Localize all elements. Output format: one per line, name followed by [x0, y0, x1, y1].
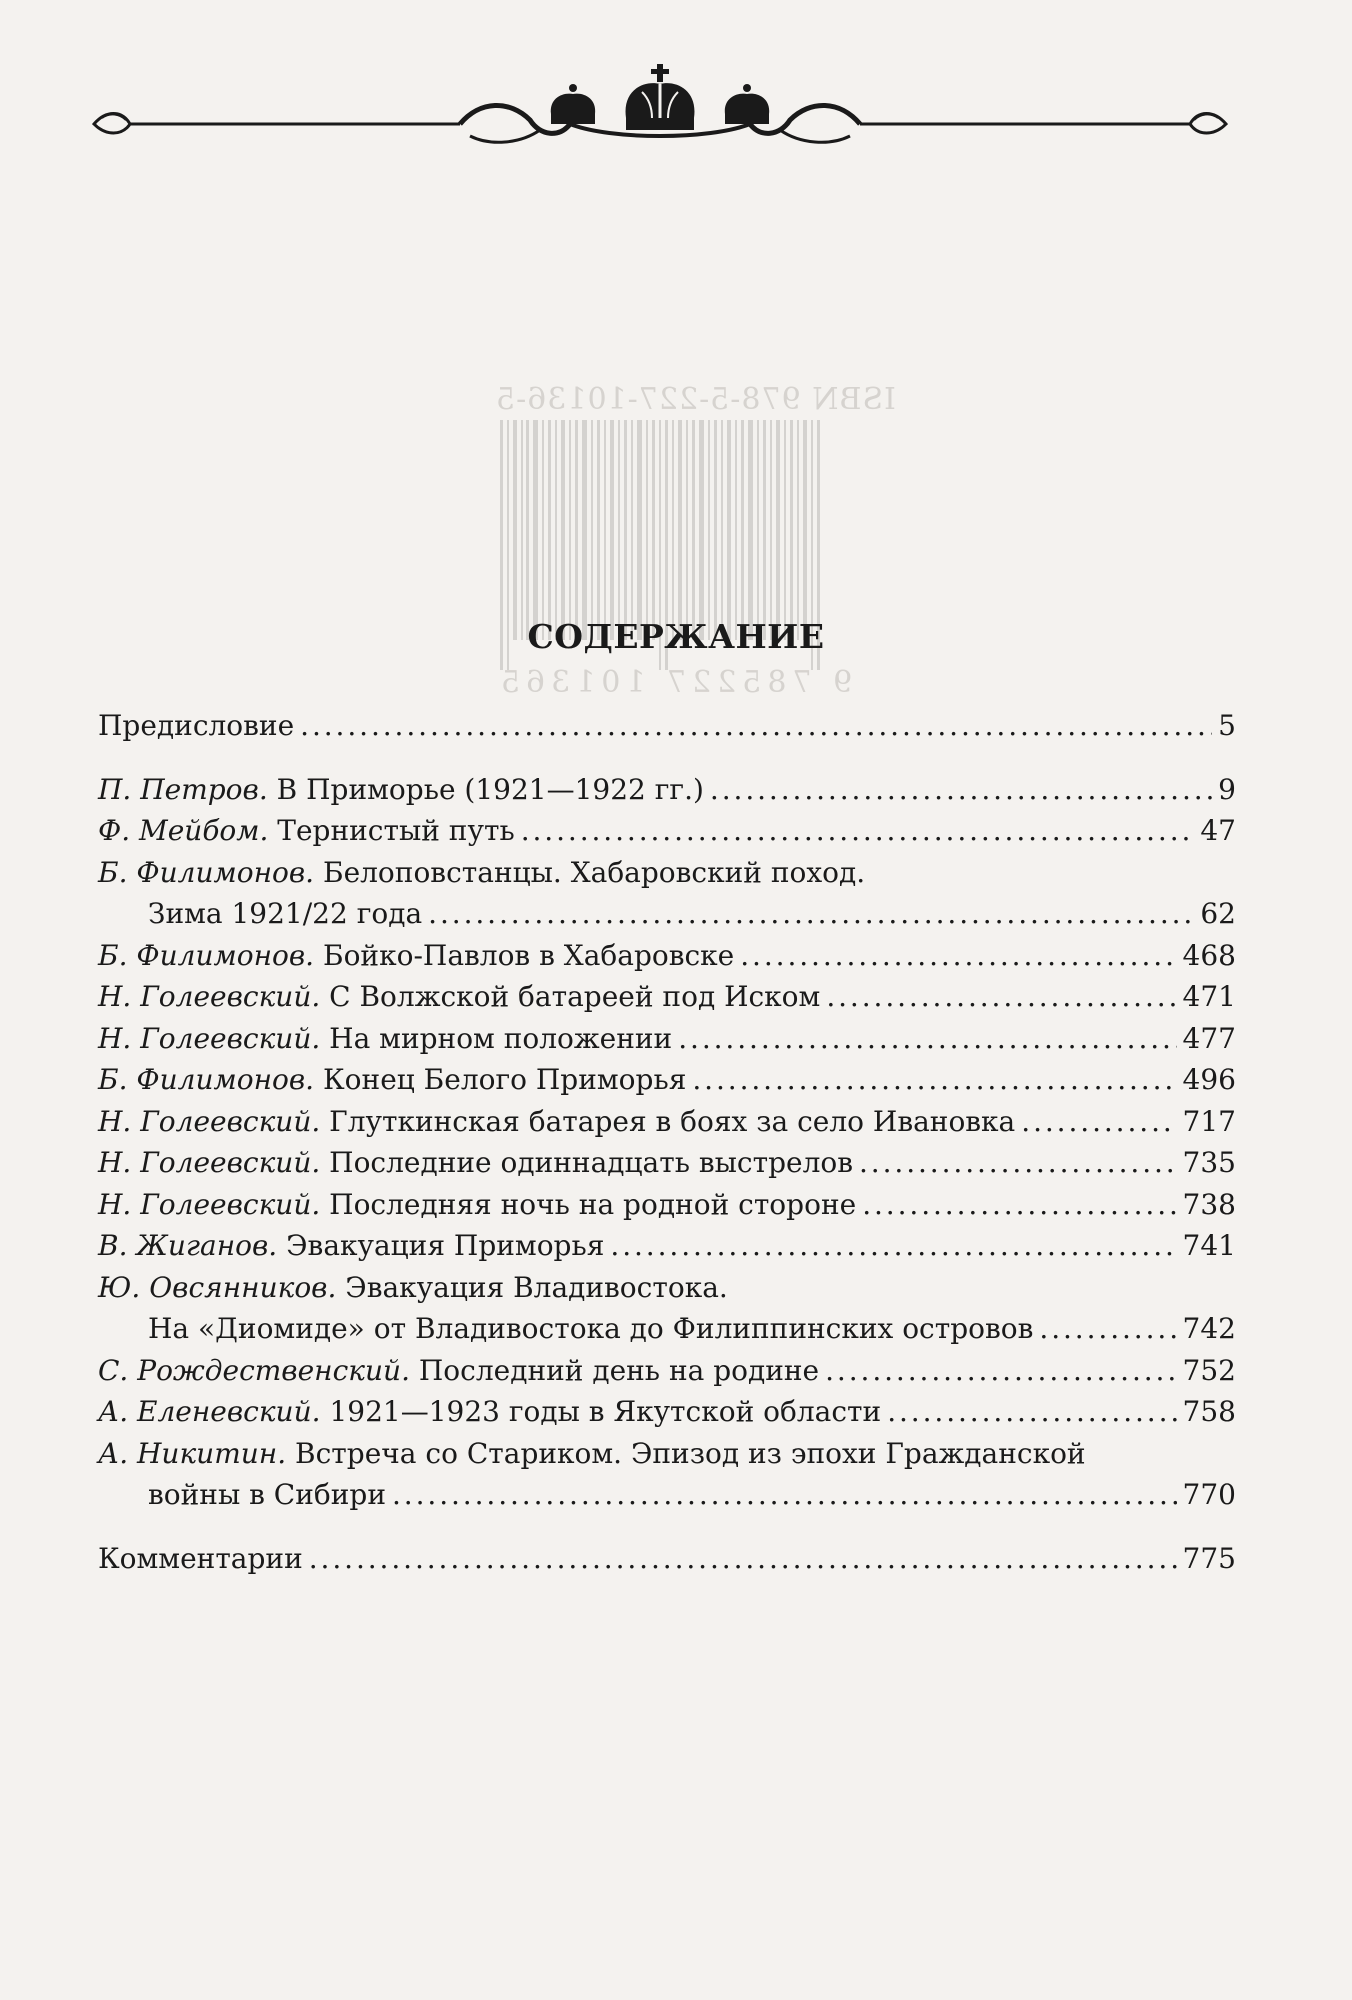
toc-entry: [98, 1184, 1236, 1226]
toc-entry: [98, 1101, 1236, 1143]
toc-line: [98, 1018, 1236, 1060]
toc-line: [98, 1267, 1236, 1309]
toc-page-number: 47: [1200, 814, 1236, 847]
dot-leader: [392, 1474, 1177, 1516]
toc-title: Эвакуация Владивостока.: [345, 1270, 728, 1304]
toc-entry: [98, 1433, 1236, 1516]
toc-line: [98, 1433, 1236, 1475]
toc-line: [98, 976, 1236, 1018]
barcode-bleed-icon: [500, 420, 830, 700]
crown-ornament-icon: [90, 40, 1230, 150]
toc-entry: [98, 1059, 1236, 1101]
dot-leader: [887, 1391, 1176, 1433]
toc-line: [98, 935, 1236, 977]
dot-leader: [610, 1225, 1176, 1267]
toc-title: Эвакуация Приморья: [286, 1229, 605, 1262]
dot-leader: [1021, 1101, 1176, 1143]
toc-line: [98, 1474, 1236, 1516]
toc-page-number: 5: [1218, 709, 1236, 742]
toc-author: П. Петров.: [98, 772, 268, 806]
toc-page-number: 742: [1182, 1312, 1236, 1345]
toc-author: Н. Голеевский.: [98, 1104, 321, 1138]
toc-page-number: 758: [1182, 1395, 1236, 1428]
toc-line: [98, 1225, 1236, 1267]
toc-page-number: 775: [1182, 1541, 1236, 1575]
toc-author: Б. Филимонов.: [98, 855, 315, 889]
toc-author: С. Рождественский.: [98, 1353, 410, 1387]
toc-line: [98, 893, 1236, 935]
toc-author: Н. Голеевский.: [98, 1021, 321, 1055]
toc-line: [98, 810, 1236, 852]
dot-leader: [428, 893, 1194, 935]
toc-title: На «Диомиде» от Владивостока до Филиппинских островов: [148, 1312, 1034, 1345]
toc-entry: [98, 1142, 1236, 1184]
toc-entry: [98, 1350, 1236, 1392]
toc-entry: [98, 852, 1236, 935]
toc-title: Предисловие: [98, 709, 295, 742]
toc-line: [98, 1142, 1236, 1184]
dot-leader: [1039, 1308, 1176, 1350]
toc-author: А. Еленевский.: [98, 1395, 321, 1428]
toc-page-number: 741: [1182, 1229, 1236, 1262]
toc-page-number: 468: [1182, 938, 1236, 972]
toc-line: [98, 1308, 1236, 1350]
toc-line: [98, 1350, 1236, 1392]
toc-page-number: 752: [1182, 1353, 1236, 1387]
dot-leader: [859, 1142, 1177, 1184]
toc-title: Встреча со Стариком. Эпизод из эпохи Гражданской: [295, 1436, 1086, 1470]
toc-line: [98, 1101, 1236, 1143]
toc-title: С Волжской батареей под Иском: [329, 980, 821, 1013]
isbn-bleed-text: ISBN 978-5-227-10136-5: [495, 382, 896, 417]
toc-entry: [98, 810, 1236, 852]
dot-leader: [826, 976, 1176, 1018]
dot-leader: [309, 1538, 1177, 1580]
toc-entry: [98, 1538, 1236, 1580]
toc-title: На мирном положении: [329, 1021, 673, 1055]
toc-title: 1921—1923 годы в Якутской области: [329, 1395, 882, 1428]
dot-leader: [692, 1059, 1176, 1101]
toc-author: Н. Голеевский.: [98, 980, 321, 1013]
toc-title: Зима 1921/22 года: [148, 897, 423, 930]
toc-author: Б. Филимонов.: [98, 1063, 315, 1096]
dot-leader: [710, 769, 1212, 811]
toc-title: Конец Белого Приморья: [323, 1063, 687, 1096]
toc-title: Последние одиннадцать выстрелов: [329, 1146, 853, 1179]
toc-page-number: 477: [1182, 1021, 1236, 1055]
dot-leader: [740, 935, 1176, 977]
dot-leader: [300, 705, 1212, 747]
toc-entry: [98, 935, 1236, 977]
dot-leader: [862, 1184, 1176, 1226]
toc-author: Н. Голеевский.: [98, 1187, 321, 1221]
toc-author: Ф. Мейбом.: [98, 814, 269, 847]
toc-page-number: 770: [1182, 1478, 1236, 1511]
toc-line: [98, 1391, 1236, 1433]
toc-line: [98, 852, 1236, 894]
toc-author: В. Жиганов.: [98, 1229, 278, 1262]
dot-leader: [678, 1018, 1176, 1060]
toc-entry: [98, 769, 1236, 811]
page-title: СОДЕРЖАНИЕ: [527, 617, 825, 656]
toc-page-number: 738: [1182, 1187, 1236, 1221]
toc-line: [98, 1059, 1236, 1101]
toc-line: [98, 1538, 1236, 1580]
toc-title: Белоповстанцы. Хабаровский поход.: [323, 855, 866, 889]
toc-page-number: 717: [1182, 1104, 1236, 1138]
toc-line: [98, 1184, 1236, 1226]
toc-entry: [98, 705, 1236, 747]
toc-author: А. Никитин.: [98, 1436, 287, 1470]
toc-title: Бойко-Павлов в Хабаровске: [323, 938, 735, 972]
toc-author: Б. Филимонов.: [98, 938, 315, 972]
toc-title: Последняя ночь на родной стороне: [329, 1187, 857, 1221]
toc-title: Комментарии: [98, 1541, 303, 1575]
toc-author: Ю. Овсянников.: [98, 1270, 337, 1304]
toc-entry: [98, 1267, 1236, 1350]
toc-title: Последний день на родине: [418, 1353, 820, 1387]
toc-page-number: 496: [1182, 1063, 1236, 1096]
toc-entry: [98, 976, 1236, 1018]
dot-leader: [521, 810, 1195, 852]
toc-title: Глуткинская батарея в боях за село Ивановка: [329, 1104, 1016, 1138]
toc-title: В Приморье (1921—1922 гг.): [276, 772, 704, 806]
toc-page-number: 62: [1200, 897, 1236, 930]
toc-page-number: 9: [1218, 772, 1236, 806]
toc-title: Тернистый путь: [277, 814, 515, 847]
toc-line: [98, 705, 1236, 747]
toc-author: Н. Голеевский.: [98, 1146, 321, 1179]
toc-entry: [98, 1018, 1236, 1060]
toc-entry: [98, 1225, 1236, 1267]
barcode-digits-bleed-text: 9 785227 101365: [495, 665, 853, 700]
toc-entry: [98, 1391, 1236, 1433]
toc-title: войны в Сибири: [148, 1478, 386, 1511]
toc-page-number: 735: [1182, 1146, 1236, 1179]
toc-line: [98, 769, 1236, 811]
dot-leader: [825, 1350, 1176, 1392]
toc-page-number: 471: [1182, 980, 1236, 1013]
